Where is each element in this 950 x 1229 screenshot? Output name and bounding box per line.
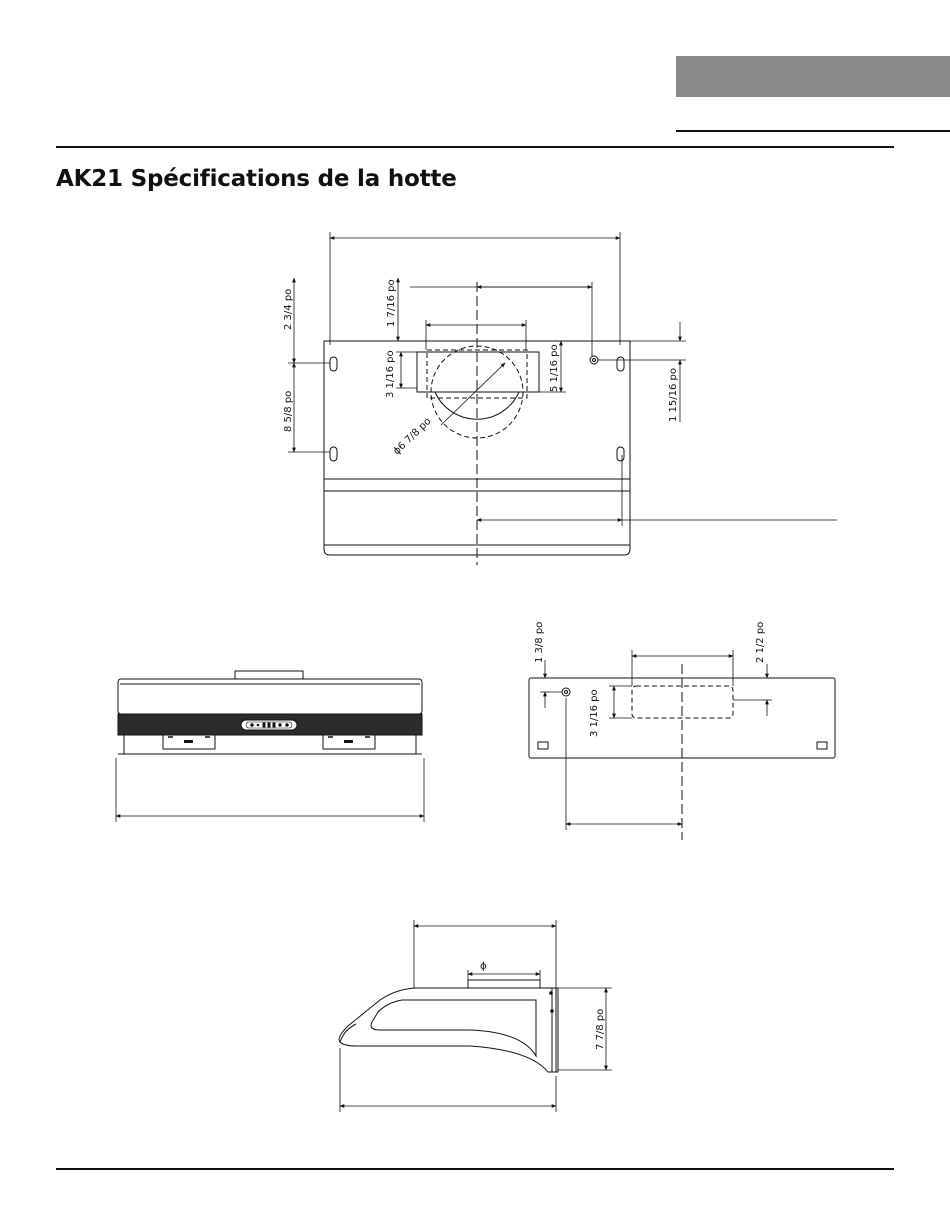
mounting-slot <box>817 742 827 749</box>
dim-label: 7 7/8 po <box>595 1008 606 1050</box>
back-wire-hole <box>562 688 570 696</box>
dim-label: 3 1/16 po <box>385 350 396 398</box>
mounting-slot <box>330 357 337 371</box>
back-view-labels <box>534 622 766 737</box>
front-view-dimensions <box>116 758 424 822</box>
duct-collar-top <box>235 671 303 679</box>
dim-label: 2 3/4 po <box>283 288 294 330</box>
dim-label: 5 1/16 po <box>549 344 560 392</box>
dim-label: 1 3/8 po <box>534 621 545 663</box>
mounting-slot <box>330 447 337 461</box>
dim-label: 2 1/2 po <box>755 621 766 663</box>
dim-label: 1 15/16 po <box>668 367 679 422</box>
dim-label: 8 5/8 po <box>283 390 294 432</box>
page-title: AK21 Spécifications de la hotte <box>56 166 457 192</box>
side-view-dimensions <box>340 920 612 1112</box>
front-view-drawing <box>118 671 422 754</box>
top-view-drawing <box>324 282 630 565</box>
dim-label: 3 1/16 po <box>589 689 600 737</box>
side-inner-recess <box>371 1000 536 1056</box>
mounting-slot <box>538 742 548 749</box>
wire-hole <box>590 356 598 364</box>
side-collar <box>468 980 540 988</box>
mounting-slot <box>617 447 624 461</box>
side-back-plate <box>552 988 558 1072</box>
mounting-slot <box>617 357 624 371</box>
dim-label: 1 7/16 po <box>386 279 397 327</box>
wire-hole <box>593 359 596 362</box>
side-view-drawing <box>339 980 558 1072</box>
top-view-dimensions <box>288 232 837 526</box>
dim-label: ϕ6 7/8 po <box>391 415 434 458</box>
back-view-dimensions <box>540 650 772 830</box>
dim-label: ϕ <box>480 961 487 972</box>
back-view-drawing <box>529 664 835 840</box>
